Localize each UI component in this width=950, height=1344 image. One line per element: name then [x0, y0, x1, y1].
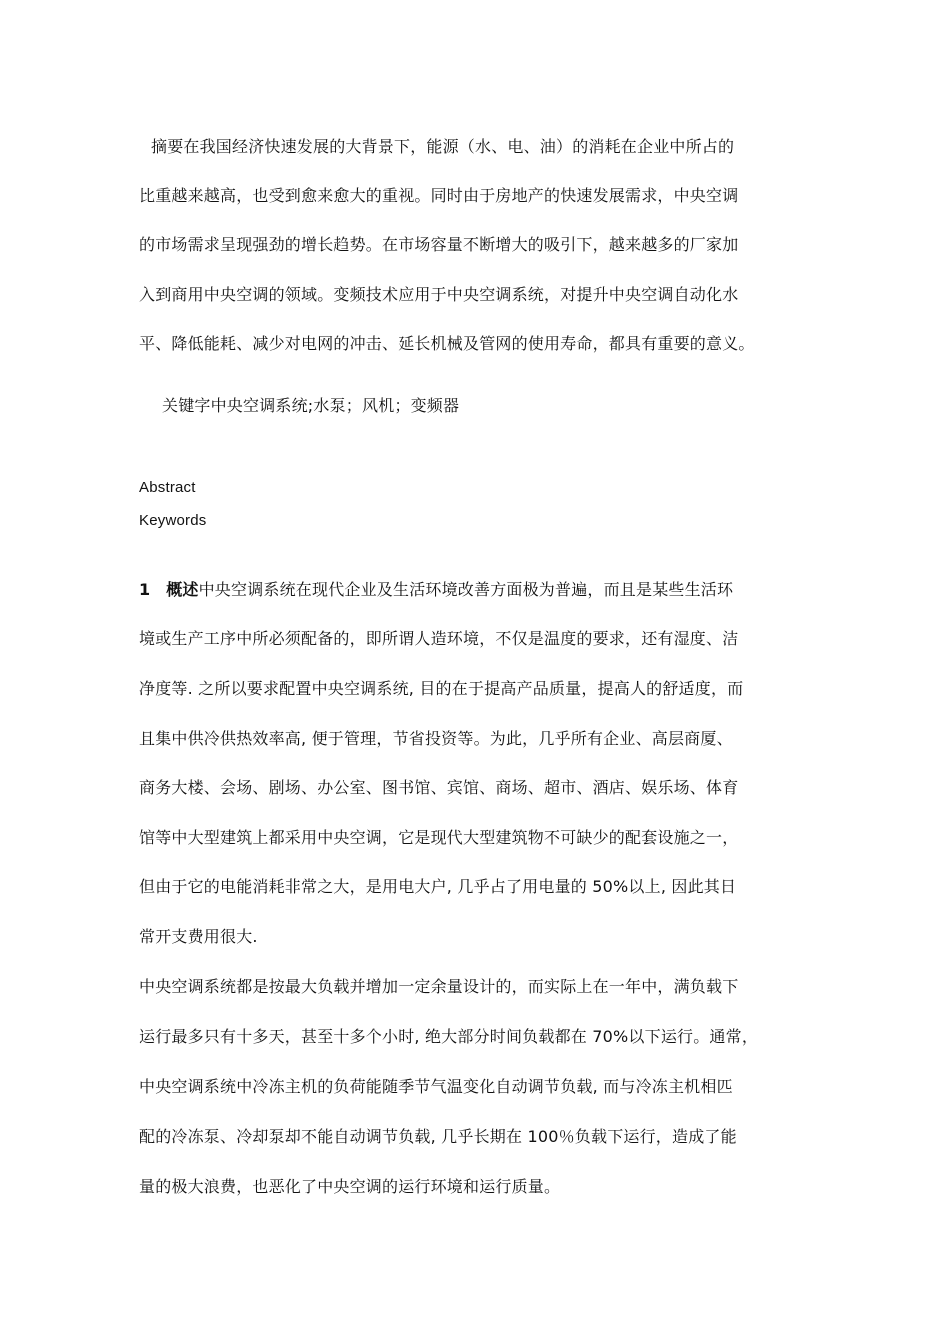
section1-line-7: 但由于它的电能消耗非常之大，是用电大户, 几乎占了用电量的 50%以上, 因此其日 [139, 877, 737, 896]
paragraph2-line-1: 中央空调系统都是按最大负载并增加一定余量设计的，而实际上在一年中，满负载下 [139, 977, 739, 996]
section1-line-8: 常开支费用很大. [139, 927, 258, 946]
section1-first-line-text: 中央空调系统在现代企业及生活环境改善方面极为普遍，而且是某些生活环 [198, 580, 734, 599]
abstract-line-4: 入到商用中央空调的领域。变频技术应用于中央空调系统，对提升中央空调自动化水 [139, 285, 739, 304]
section1-line-4: 且集中供冷供热效率高, 便于管理，节省投资等。为此，几乎所有企业、高层商厦、 [139, 729, 733, 748]
section1-number: 1 [139, 580, 151, 599]
abstract-line-1: 摘要在我国经济快速发展的大背景下，能源（水、电、油）的消耗在企业中所占的 [151, 137, 735, 156]
keywords-cn: 关键字中央空调系统;水泵；风机；变频器 [162, 396, 460, 415]
section1-line-2: 境或生产工序中所必须配备的，即所谓人造环境，不仅是温度的要求，还有湿度、洁 [139, 629, 739, 648]
paragraph2-line-4: 配的冷冻泵、冷却泵却不能自动调节负载, 几乎长期在 100％负载下运行，造成了能 [139, 1127, 737, 1146]
abstract-line-3: 的市场需求呈现强劲的增长趋势。在市场容量不断增大的吸引下，越来越多的厂家加 [139, 235, 739, 254]
section1-line-5: 商务大楼、会场、剧场、办公室、图书馆、宾馆、商场、超市、酒店、娱乐场、体育 [139, 778, 739, 797]
section1-heading: 概述 [166, 580, 199, 599]
section1-first-line [139, 580, 733, 600]
keywords-en-label: Keywords [139, 512, 207, 529]
section1-line-6: 馆等中大型建筑上都采用中央空调，它是现代大型建筑物不可缺少的配套设施之一， [139, 828, 739, 847]
paragraph2-line-5: 量的极大浪费，也恶化了中央空调的运行环境和运行质量。 [139, 1177, 561, 1196]
abstract-en-label: Abstract [139, 479, 196, 496]
paragraph2-line-3: 中央空调系统中冷冻主机的负荷能随季节气温变化自动调节负载, 而与冷冻主机相匹 [139, 1077, 733, 1096]
abstract-line-5: 平、降低能耗、减少对电网的冲击、延长机械及管网的使用寿命，都具有重要的意义。 [139, 334, 755, 353]
section1-line-3: 净度等. 之所以要求配置中央空调系统, 目的在于提高产品质量，提高人的舒适度，而 [139, 679, 744, 698]
abstract-line-2: 比重越来越高，也受到愈来愈大的重视。同时由于房地产的快速发展需求，中央空调 [139, 186, 739, 205]
paragraph2-line-2: 运行最多只有十多天，甚至十多个小时, 绝大部分时间负载都在 70%以下运行。通常， [139, 1027, 759, 1046]
